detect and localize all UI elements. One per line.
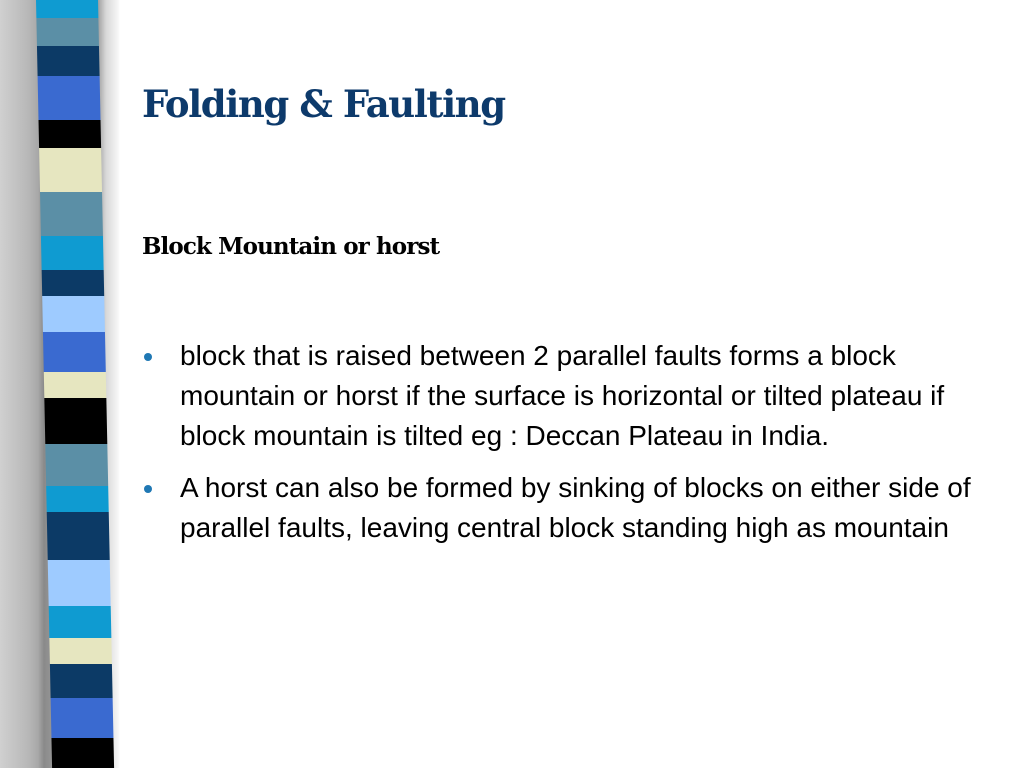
stripe-band xyxy=(48,560,111,606)
stripe-band xyxy=(42,296,105,332)
stripe-band xyxy=(37,46,100,76)
stripe-band xyxy=(49,638,112,664)
slide-title: Folding & Faulting xyxy=(142,82,505,126)
stripe-band xyxy=(39,120,102,148)
stripe-band xyxy=(51,738,114,768)
stripe-band xyxy=(43,332,106,372)
bullet-text: A horst can also be formed by sinking of blocks on either side of parallel faults, leaving central block standing high as mountain xyxy=(180,472,971,543)
stripe-band xyxy=(50,664,113,698)
stripe-band xyxy=(36,0,98,18)
stripe-band xyxy=(49,606,112,638)
stripe-band xyxy=(42,270,105,296)
stripe-band xyxy=(44,398,107,444)
stripe-band xyxy=(39,148,102,192)
stripe-band xyxy=(41,236,104,270)
bullet-list xyxy=(140,336,990,560)
stripe-band xyxy=(45,444,108,486)
stripe-band xyxy=(38,76,101,120)
stripe-band xyxy=(47,512,110,560)
bullet-text: block that is raised between 2 parallel faults forms a block mountain or horst if the surface is horizontal or tilted plateau if block mountain is tilted eg : Deccan Plateau in India. xyxy=(180,340,945,451)
slide-subtitle: Block Mountain or horst xyxy=(142,233,440,260)
bullet-dot-icon xyxy=(144,485,152,493)
bullet-dot-icon xyxy=(144,353,152,361)
stripe-band xyxy=(40,192,103,236)
stripe-band xyxy=(51,698,114,738)
bullet-item xyxy=(140,468,990,548)
stripe-band xyxy=(44,372,107,398)
stripe-band xyxy=(46,486,109,512)
stripe-band xyxy=(36,18,99,46)
bullet-item xyxy=(140,336,990,456)
